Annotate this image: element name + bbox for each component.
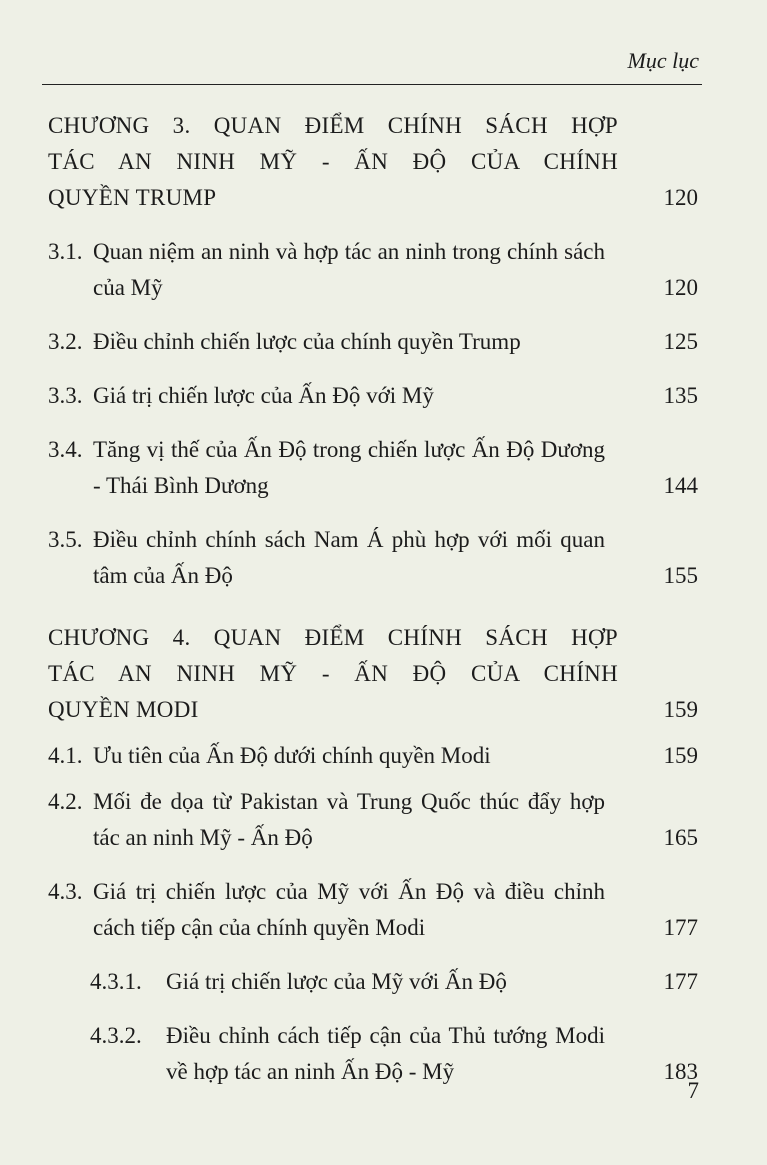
chapter-title-line: CHƯƠNG 3. QUAN ĐIỂM CHÍNH SÁCH HỢP (48, 113, 618, 138)
section-number: 4.3. (48, 879, 83, 904)
toc-section-3-5[interactable] (48, 522, 700, 594)
section-title: Điều chỉnh chiến lược của chính quyền Trump (93, 329, 521, 354)
toc-page-number: 159 (663, 697, 698, 722)
toc-chapter-4[interactable] (48, 620, 700, 728)
header-section-label: Mục lục (627, 48, 699, 73)
toc-section-4-3[interactable] (48, 874, 700, 946)
toc-page-number: 120 (663, 185, 698, 210)
chapter-title-line: QUYỀN MODI (48, 697, 199, 722)
toc-subsection-4-3-2[interactable] (48, 1018, 700, 1090)
section-title: Giá trị chiến lược của Mỹ với Ấn Độ (166, 969, 507, 994)
toc-chapter-3[interactable] (48, 108, 700, 216)
section-title: Điều chỉnh cách tiếp cận của Thủ tướng Modi về hợp tác an ninh Ấn Độ - Mỹ (166, 1023, 605, 1084)
toc-page-number: 177 (663, 915, 698, 940)
page-number: 7 (687, 1078, 699, 1103)
toc-subsection-4-3-1[interactable] (48, 964, 700, 1000)
toc-page-number: 165 (663, 825, 698, 850)
toc-section-4-2[interactable] (48, 784, 700, 856)
toc-section-3-4[interactable] (48, 432, 700, 504)
header-divider (42, 84, 702, 85)
toc-page-number: 135 (663, 383, 698, 408)
toc-page-number: 144 (663, 473, 698, 498)
section-number: 4.3.2. (90, 1023, 142, 1048)
section-number: 3.4. (48, 437, 83, 462)
section-number: 3.5. (48, 527, 83, 552)
toc-page-number: 120 (663, 275, 698, 300)
section-title: Quan niệm an ninh và hợp tác an ninh trong chính sách của Mỹ (93, 239, 605, 300)
toc-section-4-1[interactable] (48, 738, 700, 774)
toc-page-number: 125 (663, 329, 698, 354)
toc-page-number: 177 (663, 969, 698, 994)
section-title: Điều chỉnh chính sách Nam Á phù hợp với mối quan tâm của Ấn Độ (93, 527, 605, 588)
section-number: 3.2. (48, 329, 83, 354)
section-number: 4.1. (48, 743, 83, 768)
section-title: Ưu tiên của Ấn Độ dưới chính quyền Modi (93, 743, 491, 768)
toc-section-3-3[interactable] (48, 378, 700, 414)
toc-section-3-1[interactable] (48, 234, 700, 306)
section-title: Mối đe dọa từ Pakistan và Trung Quốc thúc đẩy hợp tác an ninh Mỹ - Ấn Độ (93, 789, 605, 850)
section-title: Giá trị chiến lược của Ấn Độ với Mỹ (93, 383, 434, 408)
toc-page-number: 155 (663, 563, 698, 588)
toc-page-number: 159 (663, 743, 698, 768)
toc-section-3-2[interactable] (48, 324, 700, 360)
section-number: 4.3.1. (90, 969, 142, 994)
section-number: 4.2. (48, 789, 83, 814)
toc-page-number: 183 (663, 1059, 698, 1084)
chapter-title-line: TÁC AN NINH MỸ - ẤN ĐỘ CỦA CHÍNH (48, 149, 618, 174)
chapter-title-line: QUYỀN TRUMP (48, 185, 217, 210)
chapter-title-line: CHƯƠNG 4. QUAN ĐIỂM CHÍNH SÁCH HỢP (48, 625, 618, 650)
section-number: 3.1. (48, 239, 83, 264)
section-title: Tăng vị thế của Ấn Độ trong chiến lược Ấn Độ Dương - Thái Bình Dương (93, 437, 605, 498)
section-title: Giá trị chiến lược của Mỹ với Ấn Độ và điều chỉnh cách tiếp cận của chính quyền Modi (93, 879, 605, 940)
table-of-contents (48, 108, 700, 1090)
section-number: 3.3. (48, 383, 83, 408)
chapter-title-line: TÁC AN NINH MỸ - ẤN ĐỘ CỦA CHÍNH (48, 661, 618, 686)
